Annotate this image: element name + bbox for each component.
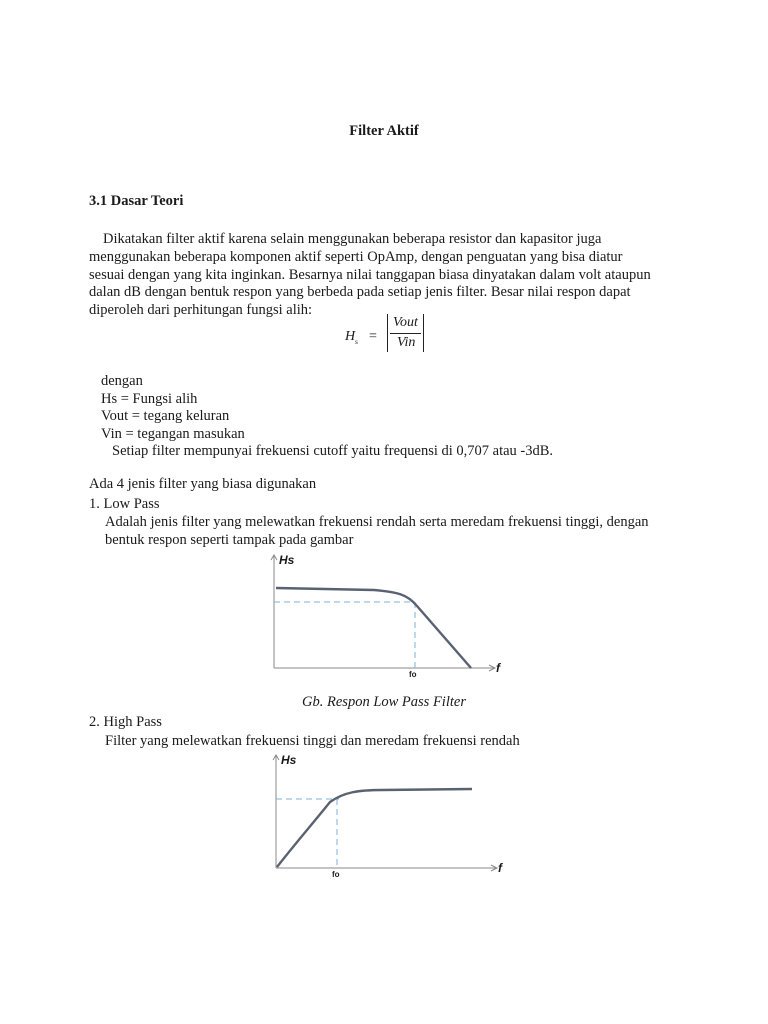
- abs-bar-right: [423, 314, 424, 352]
- low-pass-desc-line-1: Adalah jenis filter yang melewatkan frekuensi rendah serta meredam frekuensi tinggi, dengan: [105, 514, 649, 530]
- formula-equals: =: [369, 329, 377, 344]
- low-pass-fo-label: fo: [409, 670, 417, 679]
- definitions-list: [101, 373, 553, 461]
- low-pass-x-label: f: [496, 661, 500, 675]
- definition-vout: Vout = tegang keluran: [101, 408, 230, 424]
- high-pass-response-curve: [277, 789, 472, 867]
- high-pass-graph: [264, 750, 514, 880]
- high-pass-fo-label: fo: [332, 870, 340, 879]
- abs-bar-left: [387, 314, 388, 352]
- definition-vin: Vin = tegangan masukan: [101, 425, 245, 442]
- intro-line-2: menggunakan beberapa komponen aktif seperti OpAmp, dengan penguatan yang bisa diatur: [89, 248, 623, 265]
- definitions-lead: dengan: [101, 373, 143, 389]
- high-pass-y-label: Hs: [281, 753, 297, 767]
- high-pass-x-label: f: [498, 861, 502, 875]
- transfer-function-formula: [345, 312, 435, 354]
- definition-hs: Hs = Fungsi alih: [101, 390, 198, 407]
- section-heading: 3.1 Dasar Teori: [89, 193, 184, 209]
- formula-numerator: Vout: [393, 315, 418, 330]
- low-pass-graph: [262, 550, 512, 680]
- page-title: Filter Aktif: [349, 123, 419, 139]
- high-pass-heading: 2. High Pass: [89, 714, 162, 730]
- formula-denominator: Vin: [397, 335, 416, 350]
- formula-lhs: $H_s$: [345, 329, 358, 346]
- intro-paragraph: [89, 231, 689, 320]
- low-pass-response-curve: [276, 588, 471, 668]
- low-pass-y-label: Hs: [279, 553, 295, 567]
- low-pass-desc-line-2: bentuk respon seperti tampak pada gambar: [105, 532, 354, 548]
- low-pass-caption: Gb. Respon Low Pass Filter: [302, 694, 466, 710]
- filters-intro: Ada 4 jenis filter yang biasa digunakan: [89, 476, 317, 492]
- low-pass-heading: 1. Low Pass: [89, 496, 160, 512]
- high-pass-desc: Filter yang melewatkan frekuensi tinggi dan meredam frekuensi rendah: [105, 733, 520, 749]
- intro-line-3: sesuai dengan yang kita inginkan. Besarnya nilai tanggapan biasa dinyatakan dalam volt ataupun: [89, 266, 651, 283]
- cutoff-note: Setiap filter mempunyai frekuensi cutoff yaitu frequensi di 0,707 atau -3dB.: [112, 443, 554, 459]
- intro-line-4: dalan dB dengan bentuk respon yang berbeda pada setiap jenis filter. Besar nilai respon dapat: [89, 284, 631, 301]
- intro-line-1: Dikatakan filter aktif karena selain menggunakan beberapa resistor dan kapasitor juga: [103, 231, 602, 247]
- intro-line-5: diperoleh dari perhitungan fungsi alih:: [89, 302, 313, 319]
